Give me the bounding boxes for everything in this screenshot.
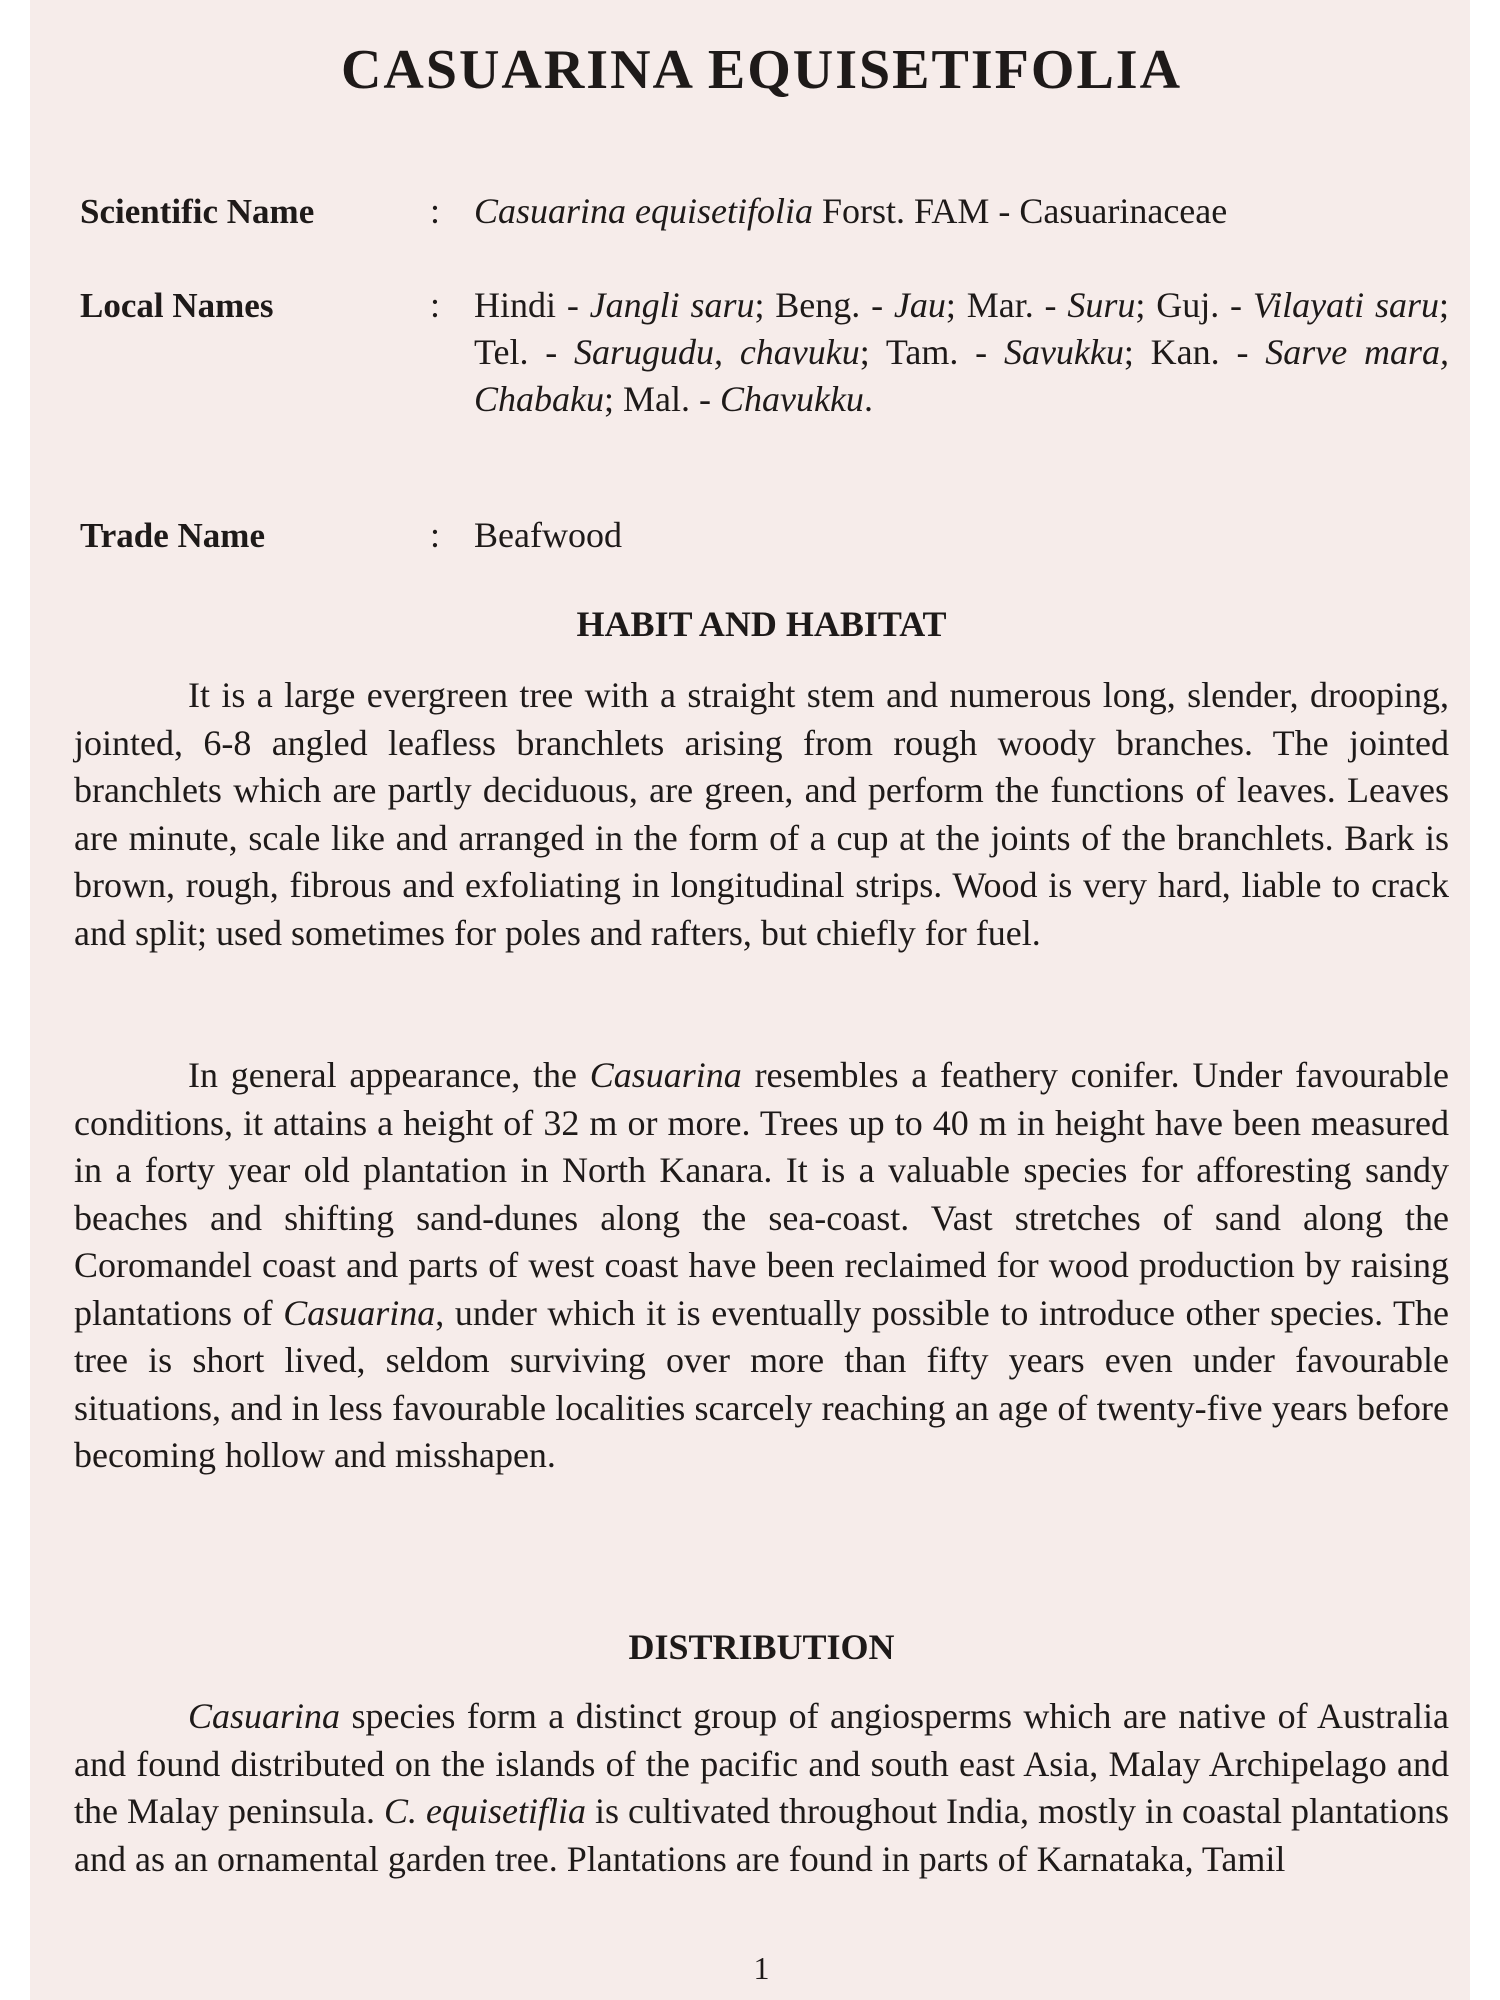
local-name-lang: . (863, 379, 873, 419)
scientific-name-colon: : (430, 191, 441, 231)
local-name-lang: ; Beng. - (754, 285, 894, 325)
book-page (30, 0, 1470, 2000)
local-name-lang: ; Tam. - (859, 332, 1004, 372)
text-run: , under which it is eventually possible to introduce other species. The tree is short lived, seldom surviving over more than fifty years even under favourable situations, and in less favourable localities scarcely reaching an age of twenty-five years before becoming hollow and misshapen. (74, 1292, 1449, 1475)
local-name-lang: Hindi - (474, 285, 590, 325)
page-title: CASUARINA EQUISETIFOLIA (340, 39, 1183, 101)
local-name-term: Sarve mara, Chabaku (474, 332, 1449, 419)
local-name-term: Jangli saru (589, 285, 755, 325)
trade-name-label: Trade Name (80, 516, 265, 555)
local-names-label: Local Names (80, 286, 274, 325)
local-name-lang: ; Kan. - (1123, 332, 1266, 372)
local-name-lang: ; Tel. - (474, 285, 1449, 372)
local-name-lang: ; Mal. - (604, 379, 720, 419)
local-name-term: Chavukku (719, 379, 864, 419)
scientific-name-value (474, 188, 1449, 235)
text-run: In general appearance, the (188, 1055, 590, 1095)
local-name-term: Savukku (1003, 332, 1124, 372)
local-name-term: Jau (893, 285, 946, 325)
trade-name-colon: : (430, 515, 441, 555)
scientific-name-italic: Casuarina equisetifolia (474, 191, 814, 231)
text-run: is cultivated throughout India, mostly in coastal plantations and as an ornamental garden tree. Plantations are found in parts of Karnataka, Tamil (74, 1791, 1450, 1879)
distribution-paragraph (74, 1693, 1449, 1883)
text-run: species form a distinct group of angiosperms which are native of Australia and found distributed on the islands of the pacific and south east Asia, Malay Archipelago and the Malay peninsula. (74, 1696, 1449, 1831)
trade-name-value: Beafwood (474, 515, 622, 555)
scientific-name-label: Scientific Name (80, 192, 315, 231)
page-number: 1 (753, 1950, 770, 1986)
local-names-value (474, 282, 1449, 423)
habit-paragraph-1: It is a large evergreen tree with a straight stem and numerous long, slender, drooping, jointed, 6-8 angled leafless branchlets arising from rough woody branches. The jointed branchlets which are partly deciduous, are green, and perform the functions of leaves. Leaves are minute, scale like and arranged in the form of a cup at the joints of the branchlets. Bark is brown, rough, fibrous and exfoliating in longitudinal strips. Wood is very hard, liable to crack and split; used sometimes for poles and rafters, but chiefly for fuel. (74, 675, 1449, 953)
genus-italic: Casuarina (188, 1696, 341, 1736)
distribution-heading: DISTRIBUTION (628, 1627, 895, 1667)
text-run: resembles a feathery conifer. Under favourable conditions, it attains a height of 32 m or more. Trees up to 40 m in height have been measured in a forty year old plantation in North Kanara. It is a valuable species for afforesting sandy beaches and shifting sand-dunes along the sea-coast. Vast stretches of sand along the Coromandel coast and parts of west coast have been reclaimed for wood production by raising plantations of (74, 1055, 1449, 1333)
genus-italic: Casuarina (589, 1055, 742, 1095)
habit-heading: HABIT AND HABITAT (576, 604, 947, 644)
local-name-lang: ; Mar. - (945, 285, 1068, 325)
local-name-term: Vilayati saru (1252, 285, 1439, 325)
local-names-colon: : (430, 285, 441, 325)
genus-italic: Casuarina (283, 1292, 436, 1333)
local-name-lang: ; Guj. - (1135, 285, 1253, 325)
local-name-term: Sarugudu, chavuku (574, 332, 860, 372)
scientific-name-rest: Forst. FAM - Casuarinaceae (813, 191, 1228, 231)
local-name-term: Suru (1067, 285, 1136, 325)
habit-paragraph-2 (74, 1052, 1449, 1480)
species-italic: C. equisetiflia (383, 1791, 586, 1831)
